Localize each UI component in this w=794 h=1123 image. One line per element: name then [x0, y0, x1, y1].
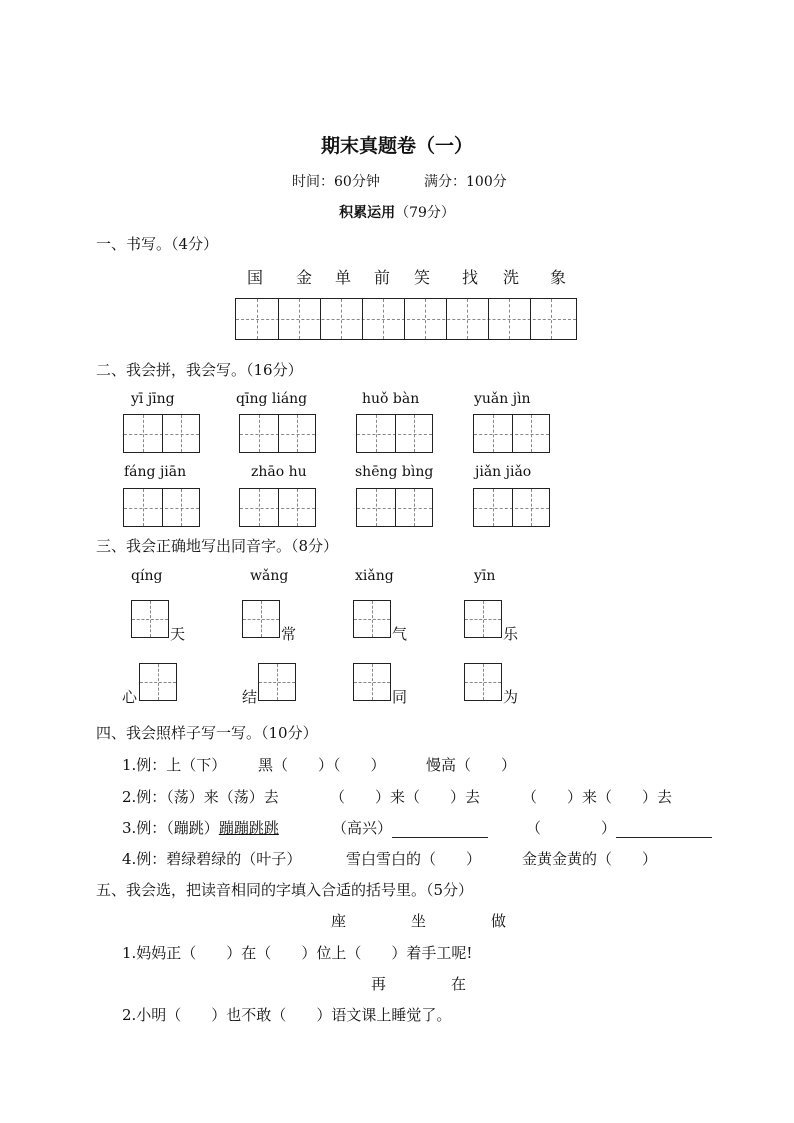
pinyin-prompt: qíng — [131, 568, 163, 584]
exercise-3b[interactable] — [526, 817, 712, 838]
word-char: 同 — [392, 688, 408, 706]
pinyin-prompt: fáng jiān — [124, 464, 187, 480]
option-char: 做 — [491, 912, 507, 930]
word-char: 天 — [170, 625, 186, 643]
section-1-heading: 一、书写。（4分） — [96, 235, 219, 253]
model-char: 找 — [462, 268, 479, 287]
word-char: 心 — [122, 688, 138, 706]
word-char: 气 — [392, 625, 408, 643]
example-3-label: 3.例：（蹦跳） — [122, 819, 219, 837]
page-title: 期末真题卷（一） — [320, 135, 473, 157]
word-char: 乐 — [503, 625, 519, 643]
answer-grid[interactable] — [473, 414, 550, 453]
word-char: 为 — [503, 688, 519, 706]
pinyin-prompt: huǒ bàn — [362, 391, 420, 407]
example-3-answer: 蹦蹦跳跳 — [218, 819, 279, 837]
pinyin-prompt: wǎng — [250, 568, 289, 584]
part-score: （79分） — [395, 205, 455, 221]
word-char: 结 — [242, 688, 258, 706]
exercise-2b[interactable]: （ ）来（ ）去 — [522, 788, 673, 806]
exercise-4a[interactable]: 雪白雪白的（ ） — [346, 850, 482, 868]
option-char: 坐 — [411, 912, 427, 930]
section-3-heading: 三、我会正确地写出同音字。（8分） — [96, 537, 339, 555]
answer-grid[interactable] — [239, 414, 316, 453]
exercise-2a[interactable]: （ ）来（ ）去 — [330, 788, 481, 806]
answer-grid[interactable] — [239, 488, 316, 527]
example-1: 1.例：上（下） — [122, 756, 227, 774]
pinyin-prompt: shēng bìng — [355, 464, 434, 480]
part-title: 积累运用 — [339, 205, 396, 221]
pinyin-prompt: qīng liáng — [236, 391, 308, 407]
pinyin-prompt: jiǎn jiǎo — [475, 464, 532, 480]
example-2: 2.例：（荡）来（荡）去 — [122, 788, 279, 806]
full-score: 满分：100分 — [424, 174, 507, 190]
writing-grid[interactable] — [235, 298, 577, 340]
answer-grid[interactable] — [242, 600, 280, 638]
exercise-3a[interactable] — [332, 817, 488, 838]
section-5-heading: 五、我会选，把读音相同的字填入合适的括号里。（5分） — [96, 881, 474, 899]
pinyin-prompt: yīn — [474, 568, 496, 584]
answer-grid[interactable] — [356, 414, 433, 453]
model-char: 金 — [296, 268, 313, 287]
part-heading — [0, 202, 794, 222]
section-4-heading: 四、我会照样子写一写。（10分） — [96, 724, 318, 742]
model-char: 洗 — [503, 268, 520, 287]
answer-grid[interactable] — [123, 414, 200, 453]
answer-grid[interactable] — [356, 488, 433, 527]
word-char: 常 — [281, 625, 297, 643]
answer-blank[interactable] — [616, 820, 712, 838]
pinyin-prompt: yī jīng — [131, 391, 175, 407]
model-char: 象 — [550, 268, 567, 287]
model-char: 笑 — [414, 268, 431, 287]
example-4: 4.例：碧绿碧绿的（叶子） — [122, 850, 302, 868]
answer-grid[interactable] — [131, 600, 169, 638]
option-char: 座 — [331, 912, 347, 930]
answer-grid[interactable] — [353, 663, 391, 701]
answer-grid[interactable] — [473, 488, 550, 527]
question-1[interactable]: 1.妈妈正（ ）在（ ）位上（ ）着手工呢! — [122, 944, 473, 962]
model-char: 前 — [374, 268, 391, 287]
exercise-1a[interactable]: 黑（ ）（ ） — [258, 756, 386, 774]
answer-grid[interactable] — [464, 663, 502, 701]
model-char: 单 — [335, 268, 352, 287]
answer-grid[interactable] — [139, 663, 177, 701]
example-3 — [122, 817, 279, 838]
answer-blank[interactable] — [392, 820, 488, 838]
section-2-heading: 二、我会拼，我会写。（16分） — [96, 361, 303, 379]
answer-grid[interactable] — [258, 663, 296, 701]
exercise-3a-prompt: （高兴） — [332, 819, 393, 837]
time-limit: 时间：60分钟 — [292, 174, 380, 190]
answer-grid[interactable] — [464, 600, 502, 638]
pinyin-prompt: xiǎng — [355, 568, 394, 584]
answer-grid[interactable] — [123, 488, 200, 527]
model-char: 国 — [247, 268, 264, 287]
option-char: 再 — [371, 975, 387, 993]
exercise-4b[interactable]: 金黄金黄的（ ） — [522, 850, 658, 868]
pinyin-prompt: zhāo hu — [251, 464, 307, 480]
option-char: 在 — [451, 975, 467, 993]
exercise-1b[interactable]: 慢高（ ） — [426, 756, 517, 774]
question-2[interactable]: 2.小明（ ）也不敢（ ）语文课上睡觉了。 — [122, 1006, 452, 1024]
answer-grid[interactable] — [353, 600, 391, 638]
exercise-3b-prompt: （ ） — [526, 819, 617, 837]
pinyin-prompt: yuǎn jìn — [474, 391, 531, 407]
